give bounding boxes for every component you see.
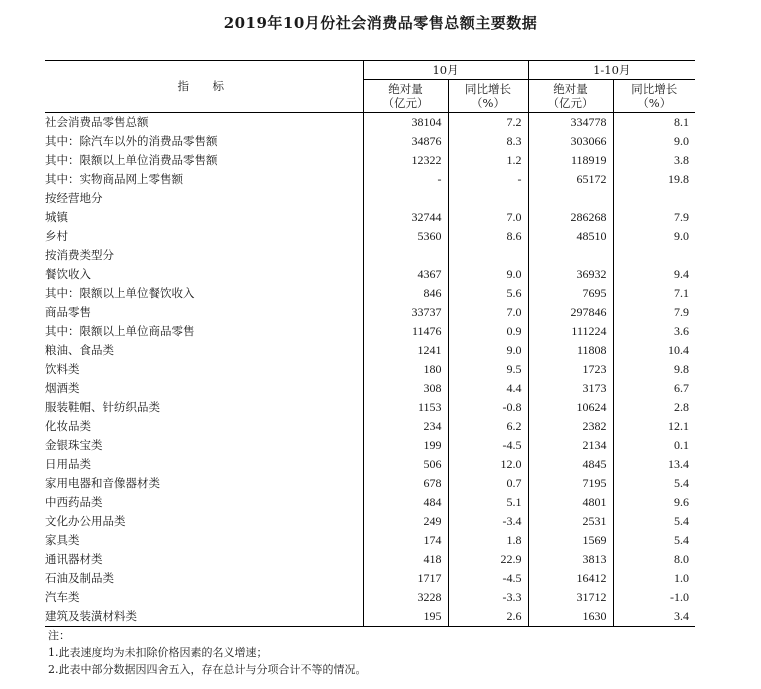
oct-abs-cell: 38104	[363, 113, 448, 133]
oct-yoy-cell	[448, 246, 528, 265]
ytd-yoy-cell: 2.8	[674, 400, 690, 414]
ytd-abs-cell: 1630	[528, 607, 613, 627]
page-title: 2019年10月份社会消费品零售总额主要数据	[223, 14, 538, 32]
oct-abs-cell	[363, 189, 448, 208]
ytd-abs-cell: 31712	[528, 588, 613, 607]
oct-yoy-cell: 5.6	[448, 284, 528, 303]
oct-abs-cell: 3228	[363, 588, 448, 607]
oct-abs-header	[363, 80, 448, 113]
oct-abs-cell: 195	[363, 607, 448, 627]
oct-abs-cell: 4367	[363, 265, 448, 284]
row-label: 家用电器和音像器材类	[45, 474, 363, 493]
oct-abs-cell: -	[363, 170, 448, 189]
row-label: 其中：实物商品网上零售额	[45, 170, 363, 189]
ytd-yoy-cell: 3.4	[613, 607, 695, 627]
ytd-abs-cell	[528, 189, 613, 208]
ytd-yoy-cell: 3.8	[674, 153, 690, 167]
ytd-yoy-cell: 5.4	[674, 476, 690, 490]
oct-yoy-cell: 7.0	[448, 208, 528, 227]
ytd-abs-cell: 3813	[528, 550, 613, 569]
oct-abs-cell: 174	[363, 531, 448, 550]
oct-yoy-cell	[448, 189, 528, 208]
ytd-abs-cell: 2382	[528, 417, 613, 436]
ytd-abs-cell: 303066	[528, 132, 613, 151]
oct-yoy-cell: 4.4	[448, 379, 528, 398]
oct-yoy-cell: 6.2	[448, 417, 528, 436]
table-row	[45, 398, 695, 417]
table-row	[45, 322, 695, 341]
oct-yoy-cell: 1.2	[448, 151, 528, 170]
ytd-yoy-header	[613, 80, 695, 113]
ytd-abs-header	[528, 80, 613, 113]
ytd-yoy-cell: 19.8	[668, 172, 690, 186]
abs-label-line2: （亿元）	[547, 96, 594, 110]
ytd-yoy-cell: 10.4	[668, 343, 690, 357]
oct-yoy-cell: 12.0	[448, 455, 528, 474]
ytd-abs-cell: 48510	[528, 227, 613, 246]
row-label: 按消费类型分	[45, 246, 363, 265]
table-row	[45, 265, 695, 284]
oct-yoy-cell: 1.8	[448, 531, 528, 550]
oct-yoy-cell: 0.7	[448, 474, 528, 493]
oct-abs-cell	[363, 246, 448, 265]
table-row	[45, 550, 695, 569]
oct-yoy-cell: 9.5	[448, 360, 528, 379]
ytd-yoy-cell: -1.0	[670, 590, 690, 604]
table-row	[45, 189, 695, 208]
ytd-abs-cell: 118919	[528, 151, 613, 170]
ytd-abs-cell	[528, 246, 613, 265]
abs-label-line1: 绝对量	[553, 82, 588, 96]
oct-yoy-cell: 7.0	[448, 303, 528, 322]
ytd-yoy-cell	[613, 189, 695, 208]
table-row	[45, 379, 695, 398]
ytd-yoy-cell: 5.4	[674, 533, 690, 547]
ytd-yoy-cell: 7.1	[674, 286, 690, 300]
row-label: 按经营地分	[45, 189, 363, 208]
abs-label-line1: 绝对量	[388, 82, 423, 96]
row-label: 粮油、食品类	[45, 341, 363, 360]
row-label: 日用品类	[45, 455, 363, 474]
oct-abs-cell: 678	[363, 474, 448, 493]
row-label: 金银珠宝类	[45, 436, 363, 455]
oct-yoy-cell: -3.3	[448, 588, 528, 607]
row-label: 文化办公用品类	[45, 512, 363, 531]
yoy-label-line1: 同比增长	[631, 82, 678, 96]
ytd-abs-cell: 65172	[528, 170, 613, 189]
ytd-abs-cell: 11808	[528, 341, 613, 360]
ytd-yoy-cell: 9.8	[674, 362, 690, 376]
oct-abs-cell: 234	[363, 417, 448, 436]
footnotes	[48, 627, 367, 678]
ytd-yoy-cell: 9.6	[674, 495, 690, 509]
row-label: 餐饮收入	[45, 265, 363, 284]
note-item-1: 1.此表速度均为未扣除价格因素的名义增速；	[48, 646, 268, 659]
note-item-2: 2.此表中部分数据因四舍五入，存在总计与分项合计不等的情况。	[48, 663, 367, 676]
ytd-abs-cell: 1723	[528, 360, 613, 379]
table-row	[45, 341, 695, 360]
table-row	[45, 607, 695, 627]
ytd-abs-cell: 2134	[528, 436, 613, 455]
ytd-abs-cell: 297846	[528, 303, 613, 322]
oct-abs-cell: 249	[363, 512, 448, 531]
table-row	[45, 436, 695, 455]
row-label: 城镇	[45, 208, 363, 227]
oct-yoy-cell: -0.8	[448, 398, 528, 417]
ytd-yoy-cell: 0.1	[674, 438, 690, 452]
table-row	[45, 531, 695, 550]
ytd-abs-cell: 3173	[528, 379, 613, 398]
table-row	[45, 303, 695, 322]
ytd-abs-cell: 7195	[528, 474, 613, 493]
ytd-yoy-cell: 7.9	[674, 305, 690, 319]
table-row	[45, 113, 695, 133]
table-row	[45, 208, 695, 227]
ytd-yoy-cell: 7.9	[674, 210, 690, 224]
row-label: 其中：除汽车以外的消费品零售额	[45, 132, 363, 151]
ytd-abs-cell: 16412	[528, 569, 613, 588]
yoy-label-line2: （%）	[471, 96, 505, 110]
group-header-ytd: 1-10月	[528, 61, 695, 80]
row-label: 汽车类	[45, 588, 363, 607]
oct-yoy-cell: -	[448, 170, 528, 189]
ytd-yoy-cell: 12.1	[668, 419, 690, 433]
oct-abs-cell: 1241	[363, 341, 448, 360]
row-label: 家具类	[45, 531, 363, 550]
oct-abs-cell: 12322	[363, 151, 448, 170]
table-row	[45, 170, 695, 189]
oct-yoy-cell: -4.5	[448, 569, 528, 588]
row-label: 社会消费品零售总额	[45, 113, 363, 133]
oct-yoy-cell: 8.3	[448, 132, 528, 151]
ytd-abs-cell: 2531	[528, 512, 613, 531]
oct-abs-cell: 846	[363, 284, 448, 303]
ytd-yoy-cell: 1.0	[674, 571, 690, 585]
oct-abs-cell: 1153	[363, 398, 448, 417]
ytd-yoy-cell: 8.0	[674, 552, 690, 566]
row-label: 饮料类	[45, 360, 363, 379]
ytd-abs-cell: 4845	[528, 455, 613, 474]
table-row	[45, 569, 695, 588]
oct-yoy-cell: 9.0	[448, 341, 528, 360]
table-row	[45, 512, 695, 531]
table-row	[45, 360, 695, 379]
ytd-yoy-cell: 9.0	[674, 134, 690, 148]
table-row	[45, 227, 695, 246]
ytd-abs-cell: 10624	[528, 398, 613, 417]
oct-abs-cell: 33737	[363, 303, 448, 322]
oct-yoy-cell: 7.2	[448, 113, 528, 133]
oct-yoy-header	[448, 80, 528, 113]
row-label: 通讯器材类	[45, 550, 363, 569]
ytd-yoy-cell	[613, 246, 695, 265]
oct-yoy-cell: 8.6	[448, 227, 528, 246]
table-row	[45, 151, 695, 170]
abs-label-line2: （亿元）	[382, 96, 429, 110]
row-label: 其中：限额以上单位商品零售	[45, 322, 363, 341]
oct-abs-cell: 199	[363, 436, 448, 455]
table-row	[45, 493, 695, 512]
table-row	[45, 474, 695, 493]
oct-abs-cell: 32744	[363, 208, 448, 227]
oct-yoy-cell: 22.9	[448, 550, 528, 569]
oct-abs-cell: 506	[363, 455, 448, 474]
indicator-header: 指 标	[45, 61, 363, 113]
oct-abs-cell: 5360	[363, 227, 448, 246]
table-row	[45, 417, 695, 436]
oct-abs-cell: 308	[363, 379, 448, 398]
row-label: 烟酒类	[45, 379, 363, 398]
ytd-yoy-cell: 3.6	[674, 324, 690, 338]
retail-sales-table	[45, 60, 695, 627]
yoy-label-line1: 同比增长	[465, 82, 511, 96]
oct-yoy-cell: 2.6	[448, 607, 528, 627]
ytd-abs-cell: 36932	[528, 265, 613, 284]
table-row	[45, 132, 695, 151]
ytd-yoy-cell: 6.7	[674, 381, 690, 395]
oct-abs-cell: 1717	[363, 569, 448, 588]
row-label: 中西药品类	[45, 493, 363, 512]
table-row	[45, 588, 695, 607]
group-header-oct: 10月	[363, 61, 528, 80]
row-label: 商品零售	[45, 303, 363, 322]
table-row	[45, 284, 695, 303]
oct-abs-cell: 11476	[363, 322, 448, 341]
ytd-abs-cell: 1569	[528, 531, 613, 550]
oct-yoy-cell: -4.5	[448, 436, 528, 455]
ytd-abs-cell: 4801	[528, 493, 613, 512]
table-row	[45, 455, 695, 474]
ytd-abs-cell: 111224	[528, 322, 613, 341]
ytd-yoy-cell: 5.4	[674, 514, 690, 528]
row-label: 化妆品类	[45, 417, 363, 436]
ytd-yoy-cell: 8.1	[674, 115, 690, 129]
row-label: 乡村	[45, 227, 363, 246]
oct-yoy-cell: 5.1	[448, 493, 528, 512]
notes-heading: 注：	[48, 629, 70, 642]
oct-yoy-cell: 9.0	[448, 265, 528, 284]
ytd-yoy-cell: 9.4	[674, 267, 690, 281]
row-label: 其中：限额以上单位餐饮收入	[45, 284, 363, 303]
table-body	[45, 113, 695, 627]
ytd-abs-cell: 7695	[528, 284, 613, 303]
ytd-yoy-cell: 13.4	[668, 457, 690, 471]
row-label: 其中：限额以上单位消费品零售额	[45, 151, 363, 170]
row-label: 建筑及装潢材料类	[45, 607, 363, 627]
ytd-abs-cell: 334778	[528, 113, 613, 133]
table-row	[45, 246, 695, 265]
row-label: 服装鞋帽、针纺织品类	[45, 398, 363, 417]
yoy-label-line2: （%）	[637, 96, 672, 110]
ytd-yoy-cell: 9.0	[674, 229, 690, 243]
oct-abs-cell: 484	[363, 493, 448, 512]
row-label: 石油及制品类	[45, 569, 363, 588]
oct-yoy-cell: 0.9	[448, 322, 528, 341]
oct-abs-cell: 34876	[363, 132, 448, 151]
oct-yoy-cell: -3.4	[448, 512, 528, 531]
oct-abs-cell: 180	[363, 360, 448, 379]
ytd-abs-cell: 286268	[528, 208, 613, 227]
oct-abs-cell: 418	[363, 550, 448, 569]
